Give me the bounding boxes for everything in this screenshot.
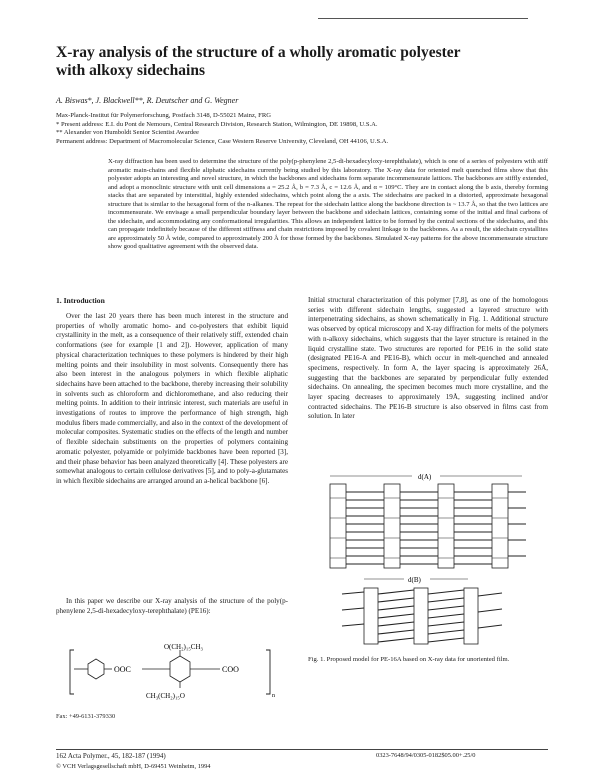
figure-model	[318, 470, 538, 648]
footer-code: 0323-7648/94/0305-0182$05.00+.25/0	[376, 752, 476, 759]
repeat-subscript: n	[272, 693, 275, 699]
figure-caption: Fig. 1. Proposed model for PE-16A based on X-ray data for unoriented film.	[308, 656, 510, 663]
chemical-formula	[60, 642, 290, 702]
affiliations	[56, 112, 546, 146]
header-rule	[318, 18, 528, 19]
upper-sidechain: O(CH₂)₁₅CH₃	[164, 643, 203, 651]
intro-paragraph-2: In this paper we describe our X-ray analysis of the structure of the poly(p-phenylene 2,5-di-hexadecyloxy-terephthalate) (PE16):	[56, 597, 288, 615]
section-heading: 1. Introduction	[56, 296, 105, 305]
ester-left: OOC	[114, 665, 131, 674]
figure-label-a: d(A)	[418, 473, 432, 481]
paper-title: X-ray analysis of the structure of a wholly aromatic polyester with alkoxy sidechains	[56, 44, 461, 79]
panel-a-backbones	[330, 484, 508, 568]
footer-rule	[56, 749, 548, 750]
abstract: X-ray diffraction has been used to determine the structure of the poly(p-phenylene 2,5-di-hexadecyloxy-terephthalate), which is one of a series of polyesters with stiff aromatic main-chains and flexible aliphatic sidechains currently being studied by this laboratory. The X-ray data for oriented melt quenched films show that this polyester adopts an interesting and novel structure, in which the backbones and sidechains form separate incommensurate lattices. The backbones are stiffly extended, and adopt a monoclinic structure with unit cell dimensions a = 25.2 Å, b = 7.3 Å, c = 12.6 Å, and α = 109°C. They are in contact along the b axis, thereby forming stacks that are separated by interstitial, highly extended sidechains, which point along the a axis. The sidechains are packed in a distorted, approximate hexagonal structure that is similar to the hexagonal form of the n-alkanes. The repeat for the sidechain lattice along the backbone direction is ~ 13.7 Å, so that the two lattices are incommensurate. We envisage a small perpendicular boundary layer between the backbone and sidechain lattices, containing some of the initial and final carbons of the sidechain, and accommodating any conformational irregularities. This allows an independent lattice to be formed by the central sections of the sidechains, and this can propagate indefinitely because of the different stiffness and chain restrictions imposed by covalent linkage to the backbones. As a result, the sidechain crystallites are approximately 50 Å wide, compared to approximately 200 Å for those formed by the backbones. Simulated X-ray patterns for the above incommensurate structure show good qualitative agreement with the observed data.	[108, 158, 548, 251]
panel-b-backbones	[364, 588, 478, 644]
footnote-fax: Fax: +49-6131-379330	[56, 713, 116, 720]
footer-page-journal: 162 Acta Polymer., 45, 182-187 (1994)	[56, 752, 166, 760]
intro-paragraph-1: Over the last 20 years there has been much interest in the structure and properties of wholly aromatic homo- and co-polyesters that exhibit liquid crystallinity in the melt, as a consequence of their relatively stiff, extended chain conformations (see for example [1 and 2]). However, application of many physical characterization techniques to these polymers is hindered by their high melting points and their insolubility in most solvents. Consequently there has also been interest in the analogous polymers in which flexible aliphatic sidechains have been attached to the backbone, thereby increasing their solubility in solvents such as chloroform and dichloromethane, and also reducing their melting points. In addition to their intrinsic interest, such materials are useful in investigations of routes to improve the performance of high strength, high modulus fibers made commercially, and also in the context of the development of molecular composites. Systematic studies on the effects of the length and number of flexible sidechain substituents on the properties of polymers containing aromatic polyester, polyamide or polyimide backbones have been reported [3], and their phase behavior has been analyzed theoretically [4]. These polyesters are somewhat analogous to certain cellulose derivatives [5], and to poly-a-glutamates in which flexible sidechains are arranged around an a-helical backbone [6].	[56, 312, 288, 485]
affiliation-main: Max-Planck-Institut für Polymerforschung, Postfach 3148, D-55021 Mainz, FRG	[56, 112, 272, 119]
lower-sidechain: CH₃(CH₂)₁₅O	[146, 692, 185, 700]
author-list: A. Biswas*, J. Blackwell**, R. Deutscher and G. Wegner	[56, 96, 239, 105]
affiliation-permanent: Permanent address: Department of Macromolecular Science, Case Western Reserve University, Cleveland, OH 44106, U.S.A.	[56, 137, 389, 145]
ester-right: COO	[222, 665, 239, 674]
figure-label-b: d(B)	[408, 576, 421, 584]
right-column-paragraph: Initial structural characterization of this polymer [7,8], as one of the homologous series with different sidechain lengths, suggested a layered structure with interpenetrating sidechains, as shown schematically in Fig. 1. Additional structure was observed by optical microscopy and X-ray diffraction for melts of the polymers with n-alkoxy sidechains, which suggests that the layer structure is retained in the liquid crystalline state. Two structures are reported for PE16 in the solid state (designated PE16-A and PE16-B), which occur in melt-quenched and annealed specimens, respectively. In form A, the layer spacing is approximately 26Å, suggesting that the backbones are separated by perpendicular fully extended sidechains. On annealing, the specimen becomes much more crystalline, and the layer spacing decreases to approximately 19Å, suggesting inclined and/or contracted sidechains. The PE16-B structure is also observed in films cast from solution. In later	[308, 296, 548, 421]
affiliation-present: * Present address: E.I. du Pont de Nemours, Central Research Division, Research Station, Wilmington, DE 19898, U.S.A.	[56, 120, 378, 128]
footer-publisher: © VCH Verlagsgesellschaft mbH, D-69451 Weinheim, 1994	[56, 763, 211, 770]
affiliation-awardee: ** Alexander von Humboldt Senior Scientist Awardee	[56, 129, 199, 137]
